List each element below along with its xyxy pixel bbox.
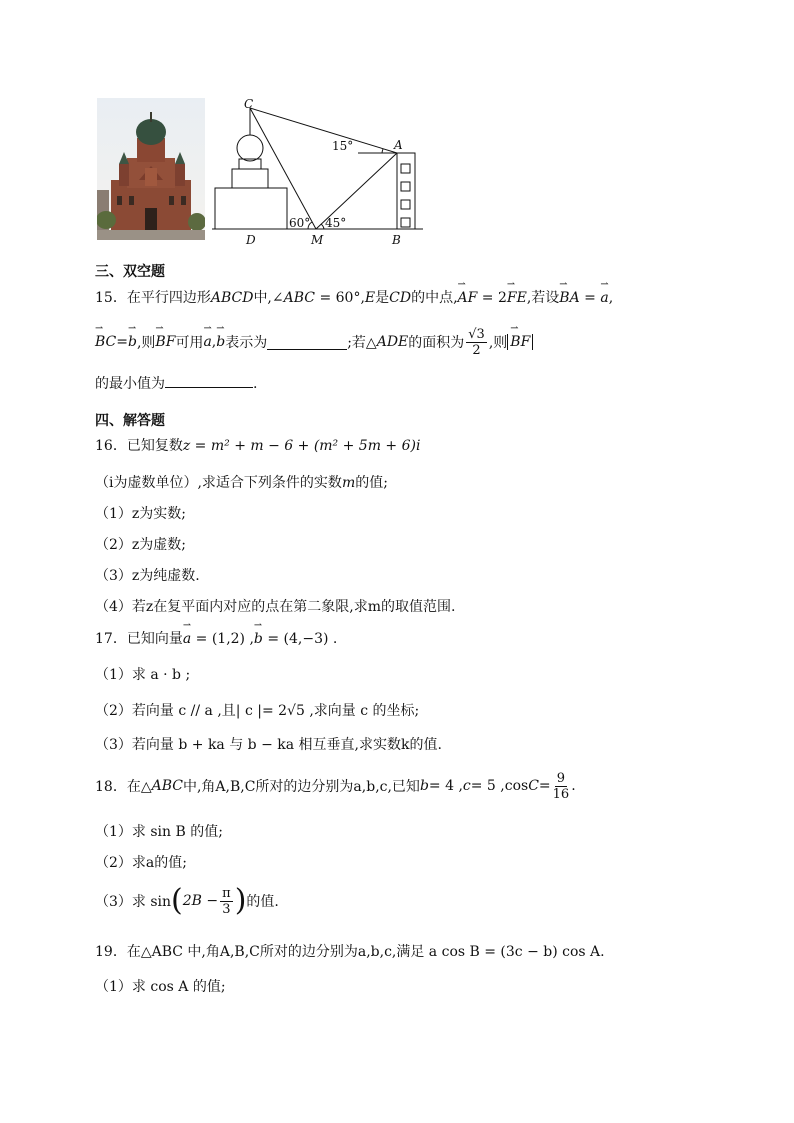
q19-item-1: （1）求 cos A 的值; xyxy=(95,979,226,995)
q16-stem: 16．已知复数z = m² + m − 6 + (m² + 5m + 6)i xyxy=(95,438,421,454)
vector-a: ⇀ a xyxy=(600,290,608,306)
label-a: A xyxy=(394,138,403,152)
fraction-sqrt3-over-2: $\frac{√3}{2}$ xyxy=(468,326,485,358)
answer-blank-2[interactable] xyxy=(165,373,253,388)
q18-item-1: （1）求 sin B 的值; xyxy=(95,824,223,840)
q17-item-3: （3）若向量 b + ka 与 b − ka 相互垂直,求实数k的值. xyxy=(95,737,442,753)
label-d: D xyxy=(246,233,256,247)
q15-line2: ⇀ BC = ⇀ b ,则 ⇀ BF 可用 ⇀ a , ⇀ b 表示为 ;若△ ADE 的面积为 $\frac{√3}{2}$ ,则 ⇀ BF xyxy=(95,322,533,362)
answer-blank-1[interactable] xyxy=(267,335,347,350)
q16-item-4: （4）若z在复平面内对应的点在第二象限,求m的取值范围. xyxy=(95,599,456,615)
q19-stem: 19．在△ABC 中,角A,B,C所对的边分别为a,b,c,满足 a cos B = (3c − b) cos A. xyxy=(95,944,605,960)
q17-item-2: （2）若向量 c // a ,且| c |= 2√5 ,求向量 c 的坐标; xyxy=(95,703,420,719)
angle-60: 60° xyxy=(289,216,311,230)
q16-item-1: （1）z为实数; xyxy=(95,506,186,522)
q18-item-3: （3）求 sin ( 2B − $\frac{\pi}{3}$ ) 的值. xyxy=(95,883,279,918)
vector-b: ⇀ b xyxy=(128,334,137,350)
q18-stem: 18．在△ ABC 中,角A,B,C所对的边分别为a,b,c,已知 b = 4 , c = 5 ,cos C = $\frac{9}{16}$ . xyxy=(95,770,576,802)
q16-item-2: （2）z为虚数; xyxy=(95,537,186,553)
vector-ba: ⇀ BA xyxy=(559,290,579,306)
fraction-pi-over-3: $\frac{\pi}{3}$ xyxy=(222,885,231,917)
label-b: B xyxy=(392,233,401,247)
q16-condition: （i为虚数单位）,求适合下列条件的实数m的值; xyxy=(95,475,388,491)
angle-45: 45° xyxy=(325,216,347,230)
q17-item-1: （1）求 a · b ; xyxy=(95,667,191,683)
cathedral-photo xyxy=(97,98,205,240)
label-c: C xyxy=(244,98,254,111)
section-heading-4: 四、解答题 xyxy=(95,413,165,429)
q17-stem: 17．已知向量⇀ a = (1,2) ,⇀ b = (4,−3) . xyxy=(95,628,337,648)
fraction-9-over-16: $\frac{9}{16}$ xyxy=(552,770,570,802)
label-m: M xyxy=(311,233,324,247)
vector-af: ⇀ AF xyxy=(458,290,478,306)
section-heading-3: 三、双空题 xyxy=(95,264,165,280)
vector-fe: ⇀ FE xyxy=(507,290,527,306)
magnitude-bf: ⇀ BF xyxy=(507,334,533,350)
q15-line3: 的最小值为 . xyxy=(95,373,257,393)
q18-item-2: （2）求a的值; xyxy=(95,855,187,871)
q15-line1: 15．在平行四边形ABCD中,∠ABC = 60°,E是CD的中点,⇀ AF = 2⇀ FE,若设⇀ BA = ⇀ a, xyxy=(95,287,613,307)
q16-item-3: （3）z为纯虚数. xyxy=(95,568,200,584)
geometry-figure xyxy=(210,98,430,248)
angle-15: 15° xyxy=(332,139,354,153)
vector-bf: ⇀ BF xyxy=(155,334,175,350)
vector-bc: ⇀ BC xyxy=(95,334,116,350)
